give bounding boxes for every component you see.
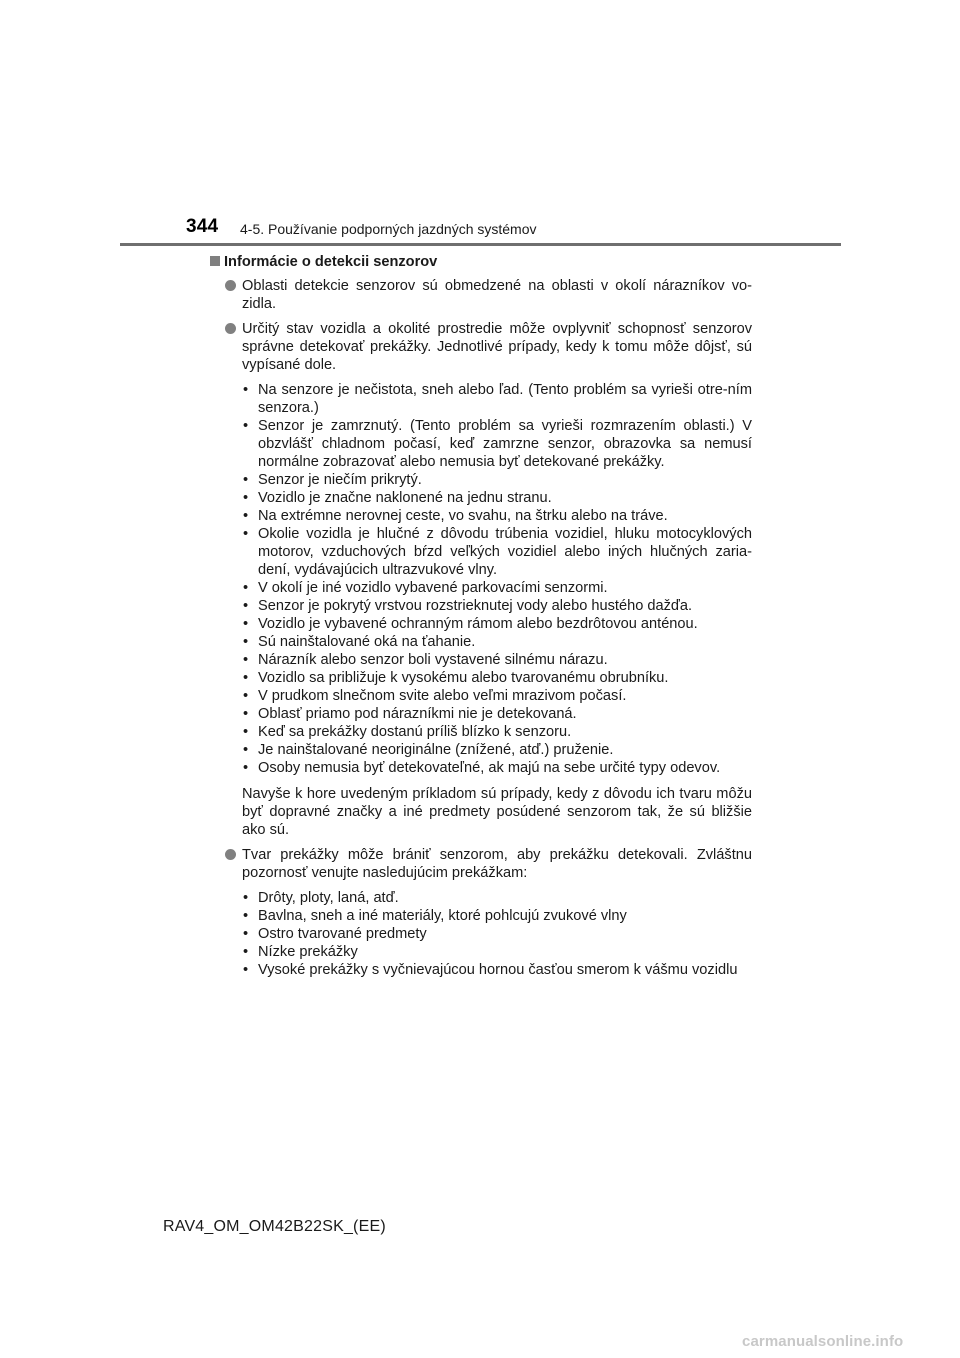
document-code: RAV4_OM_OM42B22SK_(EE) (163, 1218, 386, 1235)
sub-list-item-text: V okolí je iné vozidlo vybavené parkovacími senzormi. (258, 580, 608, 596)
sub-list-item-text: Ostro tvarované predmety (258, 926, 427, 942)
sub-list-item (210, 381, 752, 417)
dot-bullet-icon: • (243, 688, 249, 704)
sub-list-item (210, 961, 752, 979)
sub-list-item-text: Vysoké prekážky s vyčnievajúcou hornou časťou smerom k vášmu vozidlu (258, 962, 738, 978)
section-heading-text: Informácie o detekcii senzorov (224, 254, 438, 270)
sub-list-item (210, 759, 752, 777)
sub-list-item-text: Osoby nemusia byť detekovateľné, ak majú na sebe určité typy odevov. (258, 760, 721, 776)
square-bullet-icon (210, 256, 220, 266)
dot-bullet-icon: • (243, 634, 249, 650)
sub-list-item (210, 651, 752, 669)
sub-list-item-text: Senzor je pokrytý vrstvou rozstrieknutej vody alebo hustého dažďa. (258, 598, 693, 614)
dot-bullet-icon: • (243, 598, 249, 614)
sub-list-item-text: Bavlna, sneh a iné materiály, ktoré pohlcujú zvukové vlny (258, 908, 627, 924)
sub-list-item-text: Senzor je zamrznutý. (Tento problém sa vyrieši rozmrazením oblasti.) V obzvlášť chladnom počasí, keď zamrzne senzor, obrazovka sa nemusí normálne zobrazovať alebo nemusia byť detekované prekážky. (258, 418, 752, 470)
sub-list-item-text: Na extrémne nerovnej ceste, vo svahu, na štrku alebo na tráve. (258, 508, 668, 524)
sub-list-item-text: Vozidlo je vybavené ochranným rámom alebo bezdrôtovou anténou. (258, 616, 698, 632)
sub-list-item (210, 633, 752, 651)
dot-bullet-icon: • (243, 962, 249, 978)
chapter-title: 4-5. Používanie podporných jazdných systémov (240, 221, 537, 237)
sub-list-item (210, 489, 752, 507)
dot-bullet-icon: • (243, 472, 249, 488)
sub-list-item-text: Vozidlo je značne naklonené na jednu stranu. (258, 490, 552, 506)
watermark: carmanualsonline.info (742, 1333, 904, 1350)
sub-list-item (210, 943, 752, 961)
sub-list-item (210, 507, 752, 525)
sub-list-item-text: Senzor je niečím prikrytý. (258, 472, 422, 488)
sub-list-item (210, 907, 752, 925)
dot-bullet-icon: • (243, 652, 249, 668)
dot-bullet-icon: • (243, 926, 249, 942)
sub-list-item (210, 741, 752, 759)
sub-list-item-text: Je nainštalované neoriginálne (znížené, atď.) pruženie. (258, 742, 614, 758)
sub-list-item-text: Sú nainštalované oká na ťahanie. (258, 634, 476, 650)
main-list-item (210, 320, 752, 374)
sub-list-item-text: Drôty, ploty, laná, atď. (258, 890, 399, 906)
page-content (210, 253, 752, 987)
sub-list-item (210, 889, 752, 907)
round-bullet-icon (225, 280, 236, 291)
dot-bullet-icon: • (243, 382, 249, 398)
sub-list-item-text: Oblasť priamo pod nárazníkmi nie je detekovaná. (258, 706, 577, 722)
sub-list-item (210, 471, 752, 489)
dot-bullet-icon: • (243, 508, 249, 524)
sub-list-item (210, 925, 752, 943)
dot-bullet-icon: • (243, 490, 249, 506)
main-list-item (210, 277, 752, 313)
sub-list-item-text: Na senzore je nečistota, sneh alebo ľad. (Tento problém sa vyrieši otre-ním senzora.) (258, 382, 752, 416)
round-bullet-icon (225, 323, 236, 334)
dot-bullet-icon: • (243, 526, 249, 542)
dot-bullet-icon: • (243, 908, 249, 924)
dot-bullet-icon: • (243, 944, 249, 960)
main-list-item-text: Určitý stav vozidla a okolité prostredie môže ovplyvniť schopnosť senzorov správne detekovať prekážky. Jednotlivé prípady, kedy k tomu môže dôjsť, sú vypísané dole. (242, 321, 752, 373)
sub-list-item-text: Nízke prekážky (258, 944, 358, 960)
sub-list-item-text: V prudkom slnečnom svite alebo veľmi mrazivom počasí. (258, 688, 627, 704)
sub-list-item-text: Vozidlo sa približuje k vysokému alebo tvarovanému obrubníku. (258, 670, 669, 686)
sub-list-item (210, 669, 752, 687)
sub-list-item (210, 687, 752, 705)
sub-list-item-text: Keď sa prekážky dostanú príliš blízko k senzoru. (258, 724, 572, 740)
dot-bullet-icon: • (243, 418, 249, 434)
section-heading (210, 253, 752, 271)
sub-list-item (210, 615, 752, 633)
note-paragraph: Navyše k hore uvedeným príkladom sú prípady, kedy z dôvodu ich tvaru môžu byť dopravné značky a iné predmety posúdené senzorom tak, že sú bližšie ako sú. (242, 786, 752, 838)
sub-list-item (210, 723, 752, 741)
dot-bullet-icon: • (243, 670, 249, 686)
dot-bullet-icon: • (243, 724, 249, 740)
header-divider (120, 243, 841, 246)
dot-bullet-icon: • (243, 616, 249, 632)
sub-list (210, 889, 752, 979)
sub-list-item (210, 417, 752, 471)
dot-bullet-icon: • (243, 890, 249, 906)
round-bullet-icon (225, 849, 236, 860)
main-list-item-text: Oblasti detekcie senzorov sú obmedzené na oblasti v okolí nárazníkov vo-zidla. (242, 278, 752, 312)
main-list-item (210, 846, 752, 882)
sub-list-item (210, 705, 752, 723)
dot-bullet-icon: • (243, 706, 249, 722)
dot-bullet-icon: • (243, 742, 249, 758)
dot-bullet-icon: • (243, 580, 249, 596)
sub-list (210, 381, 752, 777)
page-number: 344 (186, 216, 219, 237)
main-list-item-text: Tvar prekážky môže brániť senzorom, aby prekážku detekovali. Zvláštnu pozornosť venujte nasledujúcim prekážkam: (242, 847, 752, 881)
sub-list-item (210, 525, 752, 579)
section-items (210, 277, 752, 979)
sub-list-item (210, 579, 752, 597)
sub-list-item-text: Nárazník alebo senzor boli vystavené silnému nárazu. (258, 652, 608, 668)
sub-list-item-text: Okolie vozidla je hlučné z dôvodu trúbenia vozidiel, hluku motocyklových motorov, vzduchových bŕzd veľkých vozidiel alebo iných hlučných zaria-dení, vydávajúcich ultrazvukové vlny. (258, 526, 752, 578)
dot-bullet-icon: • (243, 760, 249, 776)
sub-list-item (210, 597, 752, 615)
